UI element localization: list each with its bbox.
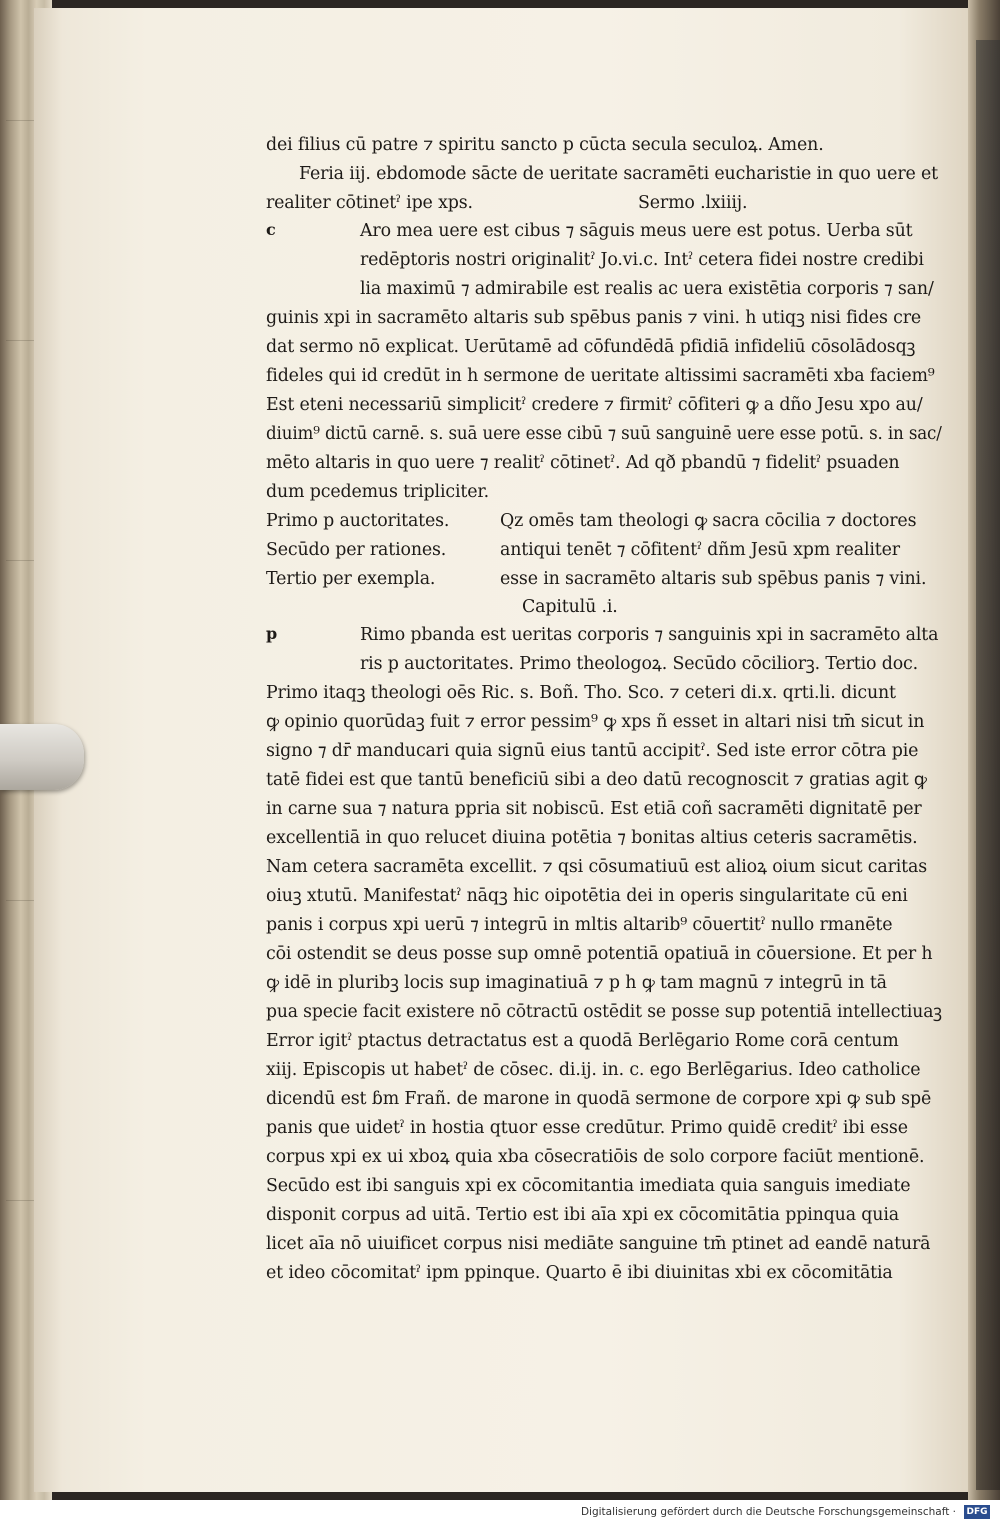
text-line: Feria iij. ebdomode sācte de ueritate sacramēti eucharistie in quo uere et xyxy=(299,164,938,184)
margin-marker: p xyxy=(266,624,278,643)
text-line: redēptoris nostri originalitˀ Jo.vi.c. Intˀ cetera fidei nostre credibi xyxy=(360,250,924,270)
text-line: disponit corpus ad uitā. Tertio est ibi aīa xpi ex cōcomitātia ppinqua quia xyxy=(266,1205,899,1225)
text-line: antiqui tenēt ⁊ cōfitentˀ dñm Jesū xpm realiter xyxy=(500,540,900,560)
text-line: guinis xpi in sacramēto altaris sub spēbus panis ⁊ vini. h utiqꝫ nisi fides cre xyxy=(266,308,922,328)
margin-marker: c xyxy=(266,220,276,239)
text-line: ꝙ opinio quorūdaꝫ fuit ⁊ error pessim⁹ ꝙ xps ñ esset in altari nisi tm̄ sicut in xyxy=(266,712,925,732)
chapter-heading: Capitulū .i. xyxy=(522,597,618,617)
text-line: Nam cetera sacramēta excellit. ⁊ qsi cōsumatiuū est alioꝝ oium sicut caritas xyxy=(266,857,927,877)
dfg-logo[interactable]: DFG xyxy=(964,1505,990,1519)
text-line: ris p auctoritates. Primo theologoꝝ. Secūdo cōciliorꝫ. Tertio doc. xyxy=(360,654,919,674)
text-line: Secūdo est ibi sanguis xpi ex cōcomitantia imediata quia sanguis imediate xyxy=(266,1176,911,1196)
text-line: excellentiā in quo relucet diuina potētia ⁊ bonitas altius ceteris sacramētis. xyxy=(266,828,918,848)
text-line: Qz omēs tam theologi ꝙ sacra cōcilia ⁊ doctores xyxy=(500,511,917,531)
text-line: signo ⁊ dr̄ manducari quia signū eius tantū accipitˀ. Sed iste error cōtra pie xyxy=(266,741,919,761)
text-line: Tertio per exempla. xyxy=(266,569,436,589)
text-line: cōi ostendit se deus posse sup omnē potentiā opatiuā in cōuersione. Et per h xyxy=(266,944,933,964)
text-line: dicendū est ɓm Frañ. de marone in quodā sermone de corpore xpi ꝙ sub spē xyxy=(266,1089,932,1109)
text-line: ꝙ idē in pluribꝫ locis sup imaginatiuā ⁊ p h ꝙ tam magnū ⁊ integrū in tā xyxy=(266,973,887,993)
text-line: tatē fidei est que tantū beneficiū sibi a deo datū recognoscit ⁊ gratias agit ꝙ xyxy=(266,770,927,790)
text-line: Est eteni necessariū simplicitˀ credere ⁊ firmitˀ cōfiteri ꝙ a dño Jesu xpo au/ xyxy=(266,395,923,415)
text-line: xiij. Episcopis ut habetˀ de cōsec. di.ij. in. c. ego Berlēgarius. Ideo catholice xyxy=(266,1060,921,1080)
text-line: panis i corpus xpi uerū ⁊ integrū in mltis altarib⁹ cōuertitˀ nullo rmanēte xyxy=(266,915,893,935)
text-line: Error igitˀ ptactus detractatus est a quodā Berlēgario Rome corā centum xyxy=(266,1031,899,1051)
text-line: Aro mea uere est cibus ⁊ sāguis meus uere est potus. Uerba sūt xyxy=(360,221,913,241)
text-line: dat sermo nō explicat. Uerūtamē ad cōfundēdā pfidiā infideliū cōsolādosqꝫ xyxy=(266,337,916,357)
page-holder-clip xyxy=(0,724,84,790)
text-line: et ideo cōcomitatˀ ipm ppinque. Quarto ē ibi diuinitas xbi ex cōcomitātia xyxy=(266,1263,893,1283)
text-line: lia maximū ⁊ admirabile est realis ac uera existētia corporis ⁊ san/ xyxy=(360,279,934,299)
text-line: licet aīa nō uiuificet corpus nisi mediāte sanguine tm̄ ptinet ad eandē naturā xyxy=(266,1234,931,1254)
text-line: diuim⁹ dictū carnē. s. suā uere esse cibū ⁊ suū sanguinē uere esse potū. s. in sac/ xyxy=(266,424,942,444)
text-line: oiuꝫ xtutū. Manifestatˀ nāqꝫ hic oipotētia dei in operis singularitate cū eni xyxy=(266,886,908,906)
text-line: Primo itaqꝫ theologi oēs Ric. s. Boñ. Tho. Sco. ⁊ ceteri di.x. qrti.li. dicunt xyxy=(266,683,896,703)
funding-credit: Digitalisierung gefördert durch die Deutsche Forschungsgemeinschaft · xyxy=(580,1506,956,1518)
text-line: in carne sua ⁊ natura ppria sit nobiscū. Est etiā coñ sacramēti dignitatē per xyxy=(266,799,922,819)
text-line: mēto altaris in quo uere ⁊ realitˀ cōtinetˀ. Ad qð pbandū ⁊ fidelitˀ psuaden xyxy=(266,453,900,473)
footer-bar xyxy=(0,1500,1000,1526)
facing-page-edge xyxy=(968,0,1000,1500)
text-line: realiter cōtinetˀ ipe xps. xyxy=(266,193,473,213)
text-line: Rimo pbanda est ueritas corporis ⁊ sanguinis xpi in sacramēto alta xyxy=(360,625,939,645)
sermon-heading: Sermo .lxiiij. xyxy=(638,193,748,213)
text-line: Primo p auctoritates. xyxy=(266,511,450,531)
text-line: pua specie facit existere nō cōtractū ostēdit se posse sup potentiā intellectiuaꝫ xyxy=(266,1002,942,1022)
text-line: dum pcedemus tripliciter. xyxy=(266,482,489,502)
text-line: fideles qui id credūt in h sermone de ueritate altissimi sacramēti xba faciem⁹ xyxy=(266,366,935,386)
text-line: Secūdo per rationes. xyxy=(266,540,447,560)
text-line: panis que uidetˀ in hostia qtuor esse credūtur. Primo quidē creditˀ ibi esse xyxy=(266,1118,908,1138)
text-line: corpus xpi ex ui xboꝝ quia xba cōsecratiōis de solo corpore faciūt mentionē. xyxy=(266,1147,925,1167)
text-line: dei filius cū patre ⁊ spiritu sancto p cūcta secula seculoꝝ. Amen. xyxy=(266,135,824,155)
text-line: esse in sacramēto altaris sub spēbus panis ⁊ vini. xyxy=(500,569,927,589)
